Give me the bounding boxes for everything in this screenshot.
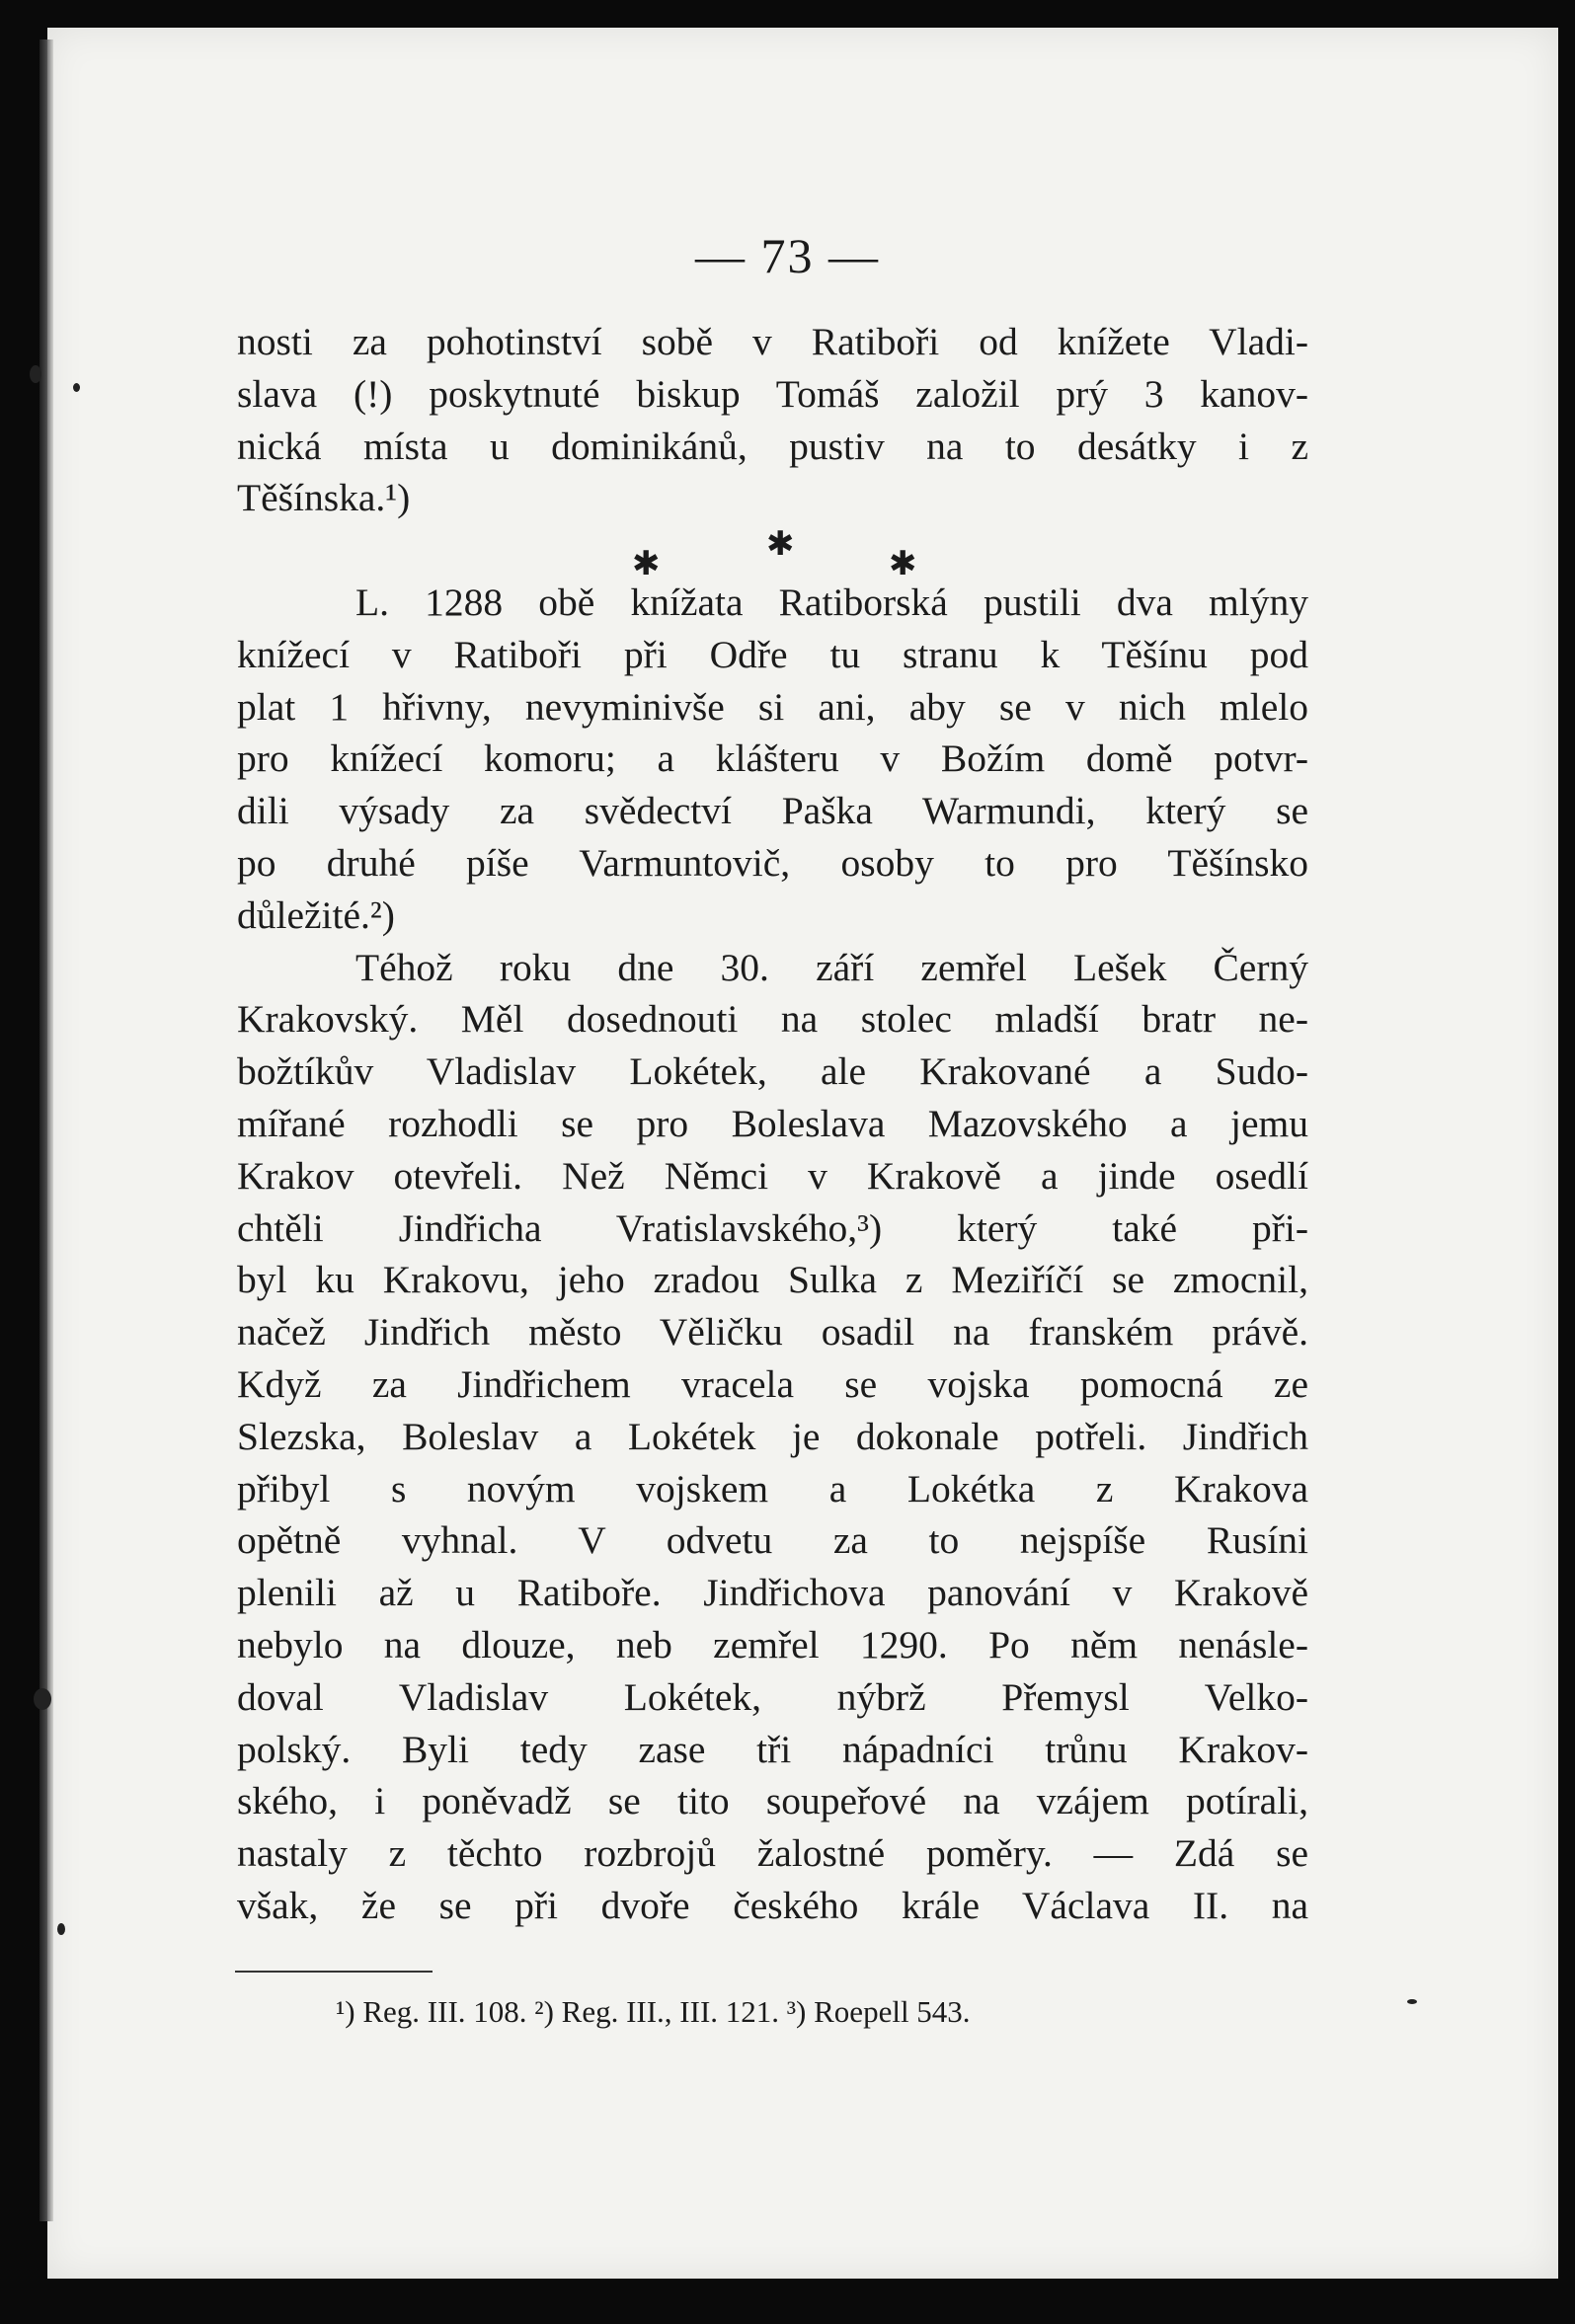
text-line: božtíkův Vladislav Lokétek, ale Krakované a Sudo-	[237, 1049, 1308, 1094]
text-line: plat 1 hřivny, nevyminivše si ani, aby se v nich mlelo	[237, 684, 1308, 729]
page-number: — 73 —	[695, 228, 880, 283]
text-line: plenili až u Ratiboře. Jindřichova panování v Krakově	[237, 1571, 1308, 1615]
text-line: nebylo na dlouze, neb zemřel 1290. Po něm nenásle-	[237, 1622, 1308, 1666]
margin-mark	[30, 365, 41, 383]
text-line: po druhé píše Varmuntovič, osoby to pro Těšínsko	[237, 840, 1308, 885]
text-line: však, že se při dvoře českého krále Václava II. na	[237, 1883, 1308, 1927]
text-line: pro knížecí komoru; a klášteru v Božím domě potvr-	[237, 736, 1308, 781]
text-line: chtěli Jindřicha Vratislavského,³) který také při-	[237, 1205, 1308, 1250]
text-line: načež Jindřich město Věličku osadil na franském právě.	[237, 1310, 1308, 1355]
text-line: polský. Byli tedy zase tři nápadníci trůnu Krakov-	[237, 1727, 1308, 1771]
margin-mark	[57, 1923, 65, 1935]
margin-mark	[34, 1688, 51, 1710]
text-line: přibyl s novým vojskem a Lokétka z Krakova	[237, 1466, 1308, 1511]
section-separator	[237, 524, 1308, 584]
margin-mark	[73, 383, 80, 392]
text-line: opětně vyhnal. V odvetu za to nejspíše Rusíni	[237, 1518, 1308, 1563]
text-line: Krakovský. Měl dosednouti na stolec mladší bratr ne-	[237, 997, 1308, 1042]
text-line: mířané rozhodli se pro Boleslava Mazovského a jemu	[237, 1101, 1308, 1145]
text-line: doval Vladislav Lokétek, nýbrž Přemysl Velko-	[237, 1674, 1308, 1719]
separator-star: ✱	[766, 524, 795, 565]
text-line: Když za Jindřichem vracela se vojska pomocná ze	[237, 1361, 1308, 1406]
text-line: slava (!) poskytnuté biskup Tomáš založil prý 3 kanov-	[237, 371, 1308, 416]
footnote-rule	[235, 1971, 433, 1973]
text-line: dili výsady za svědectví Paška Warmundi, který se	[237, 789, 1308, 833]
text-line: Krakov otevřeli. Než Němci v Krakově a jinde osedlí	[237, 1153, 1308, 1198]
text-line: knížecí v Ratiboři při Odře tu stranu k Těšínu pod	[237, 632, 1308, 676]
footnotes: ¹) Reg. III. 108. ²) Reg. III., III. 121. ³) Roepell 543.	[336, 1994, 971, 2029]
text-line: L. 1288 obě knížata Ratiborská pustili dva mlýny	[355, 580, 1308, 624]
text-line: nická místa u dominikánů, pustiv na to desátky i z	[237, 424, 1308, 468]
separator-star: ✱	[632, 544, 661, 584]
text-line: důležité.²)	[237, 892, 395, 937]
text-line: ského, i poněvadž se tito soupeřové na vzájem potírali,	[237, 1779, 1308, 1823]
text-line: nastaly z těchto rozbrojů žalostné poměry. — Zdá se	[237, 1831, 1308, 1876]
book-spine-shadow	[39, 39, 53, 2221]
text-line: nosti za pohotinství sobě v Ratiboři od knížete Vladi-	[237, 320, 1308, 363]
text-line: byl ku Krakovu, jeho zradou Sulka z Meziříčí se zmocnil,	[237, 1258, 1308, 1302]
separator-star: ✱	[889, 544, 917, 584]
text-line: Téhož roku dne 30. září zemřel Lešek Černý	[355, 945, 1308, 989]
text-line: Těšínska.¹)	[237, 476, 411, 520]
text-line: Slezska, Boleslav a Lokétek je dokonale potřeli. Jindřich	[237, 1414, 1308, 1458]
margin-mark	[1407, 1999, 1417, 2004]
body-text	[237, 316, 1308, 1932]
